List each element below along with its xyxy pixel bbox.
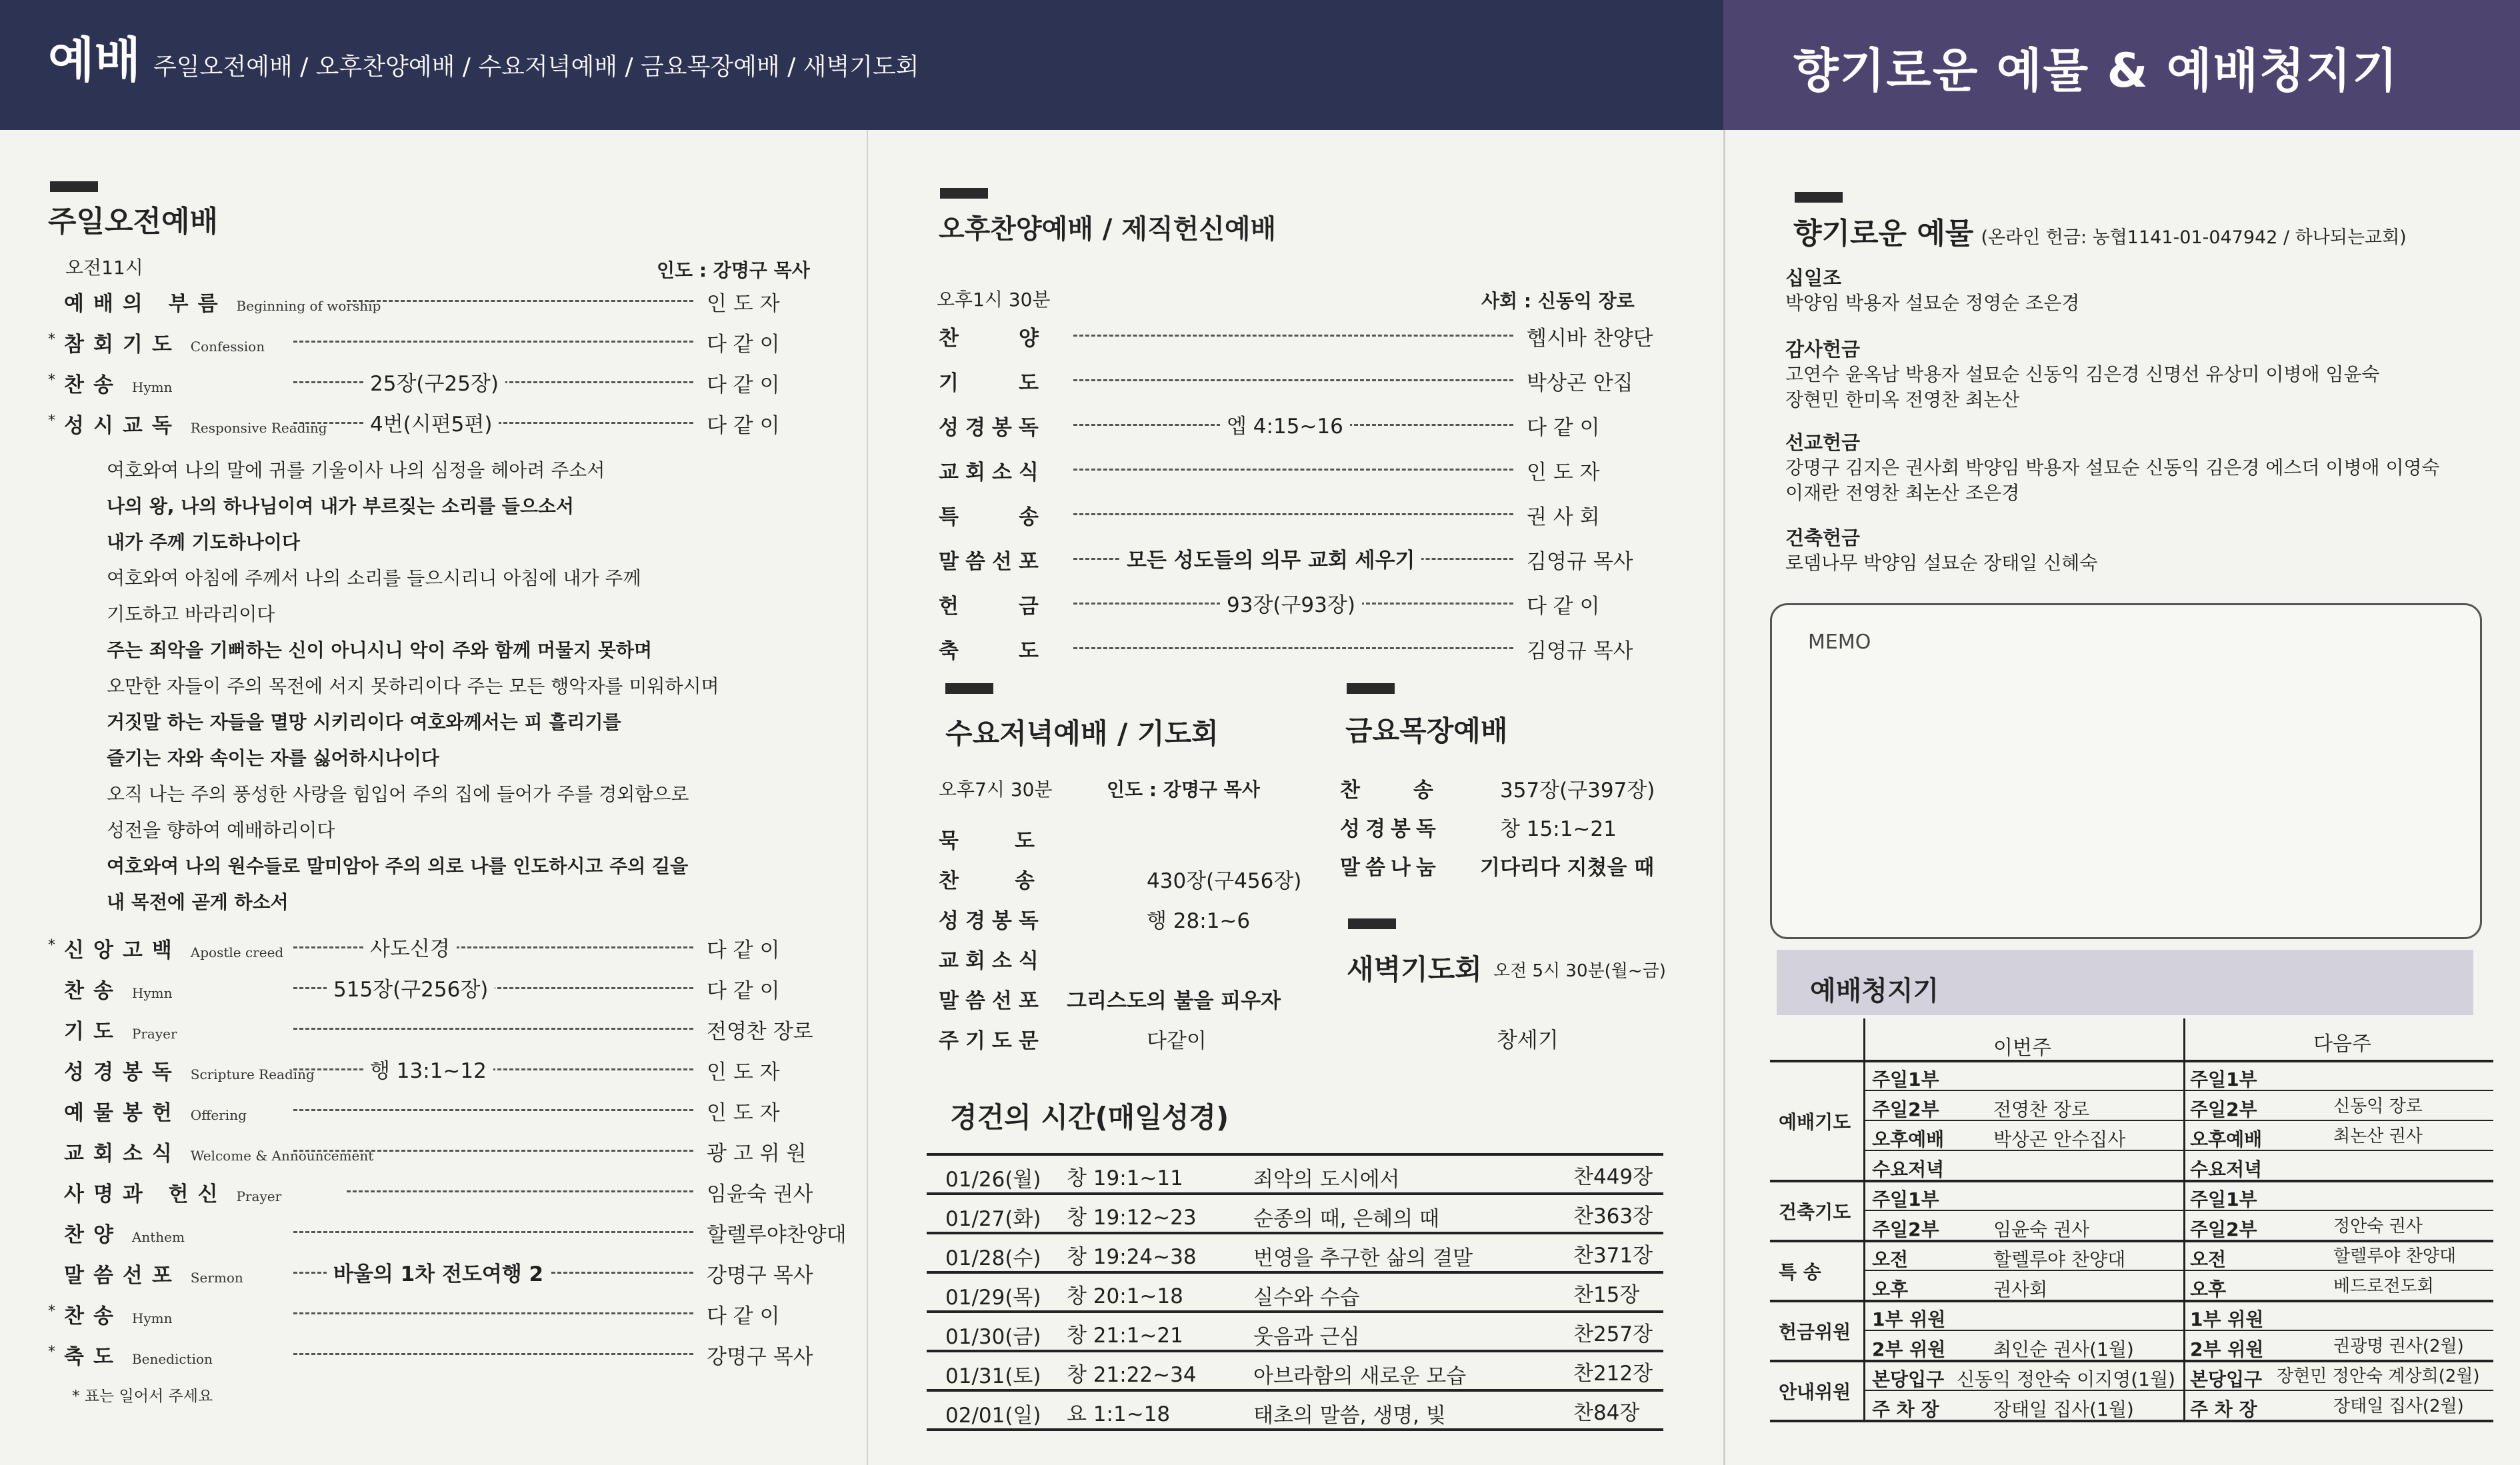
row-divider <box>1863 1330 2493 1331</box>
row-divider <box>1863 1120 2493 1121</box>
psalm-line: 기도하고 바라리이다 <box>107 603 275 625</box>
header-right-title: 향기로운 예물 & 예배청지기 <box>1793 43 2399 98</box>
offering-names: 강명구 김지은 권사회 박양임 박용자 설묘순 신동익 김은경 에스더 이병애 이영숙 <box>1785 457 2440 479</box>
steward-next-week: 베드로전도회 <box>2333 1276 2434 1296</box>
psalm-line: 여호와여 나의 원수들로 말미암아 주의 의로 나를 인도하시고 주의 길을 <box>107 855 689 877</box>
steward-next-week: 할렐루야 찬양대 <box>2333 1246 2457 1266</box>
steward-slot: 오전 <box>1872 1248 1909 1270</box>
order-item-detail: 사도신경 <box>363 932 457 962</box>
group-divider <box>1770 1180 2493 1182</box>
sunday-leader: 인도 : 강명구 목사 <box>657 259 810 281</box>
devotion-theme: 아브라함의 새로운 모습 <box>1253 1364 1467 1388</box>
steward-slot: 주 차 장 <box>1872 1398 1939 1420</box>
order-label <box>64 368 173 398</box>
devotion-theme: 웃음과 근심 <box>1253 1325 1360 1349</box>
devotion-hymn: 찬371장 <box>1573 1244 1653 1268</box>
order-item-person: 할렐루야찬양대 <box>707 1218 847 1248</box>
steward-this-week: 권사회 <box>1993 1278 2048 1300</box>
devotion-reference: 창 21:22~34 <box>1067 1363 1197 1387</box>
offering-title: 향기로운 예물 <box>1793 217 1974 251</box>
psalm-line: 내 목전에 곧게 하소서 <box>107 891 289 913</box>
steward-this-week: 신동익 정안숙 이지영(1월) <box>1957 1368 2175 1390</box>
offering-group-name: 감사헌금 <box>1785 338 1861 361</box>
devotion-date: 02/01(일) <box>945 1404 1041 1428</box>
leader-dots <box>1073 469 1513 471</box>
order-label: 성경봉독 <box>939 416 1045 440</box>
dawn-time: 오전 5시 30분(월~금) <box>1493 961 1666 981</box>
psalm-line: 오만한 자들이 주의 목전에 서지 못하리이다 주는 모든 행악자를 미워하시며 <box>107 675 719 697</box>
order-item-person: 다 같 이 <box>707 368 780 398</box>
devotion-date: 01/26(월) <box>945 1168 1041 1192</box>
steward-slot-next: 주일2부 <box>2190 1098 2257 1120</box>
steward-slot: 오후예배 <box>1872 1128 1945 1150</box>
steward-this-week: 박상곤 안수집사 <box>1993 1128 2126 1150</box>
order-item-detail: 엡 4:15~16 <box>1220 409 1350 439</box>
order-item-person: 임윤숙 권사 <box>707 1177 813 1207</box>
row-divider <box>927 1350 1663 1352</box>
steward-this-week: 할렐루야 찬양대 <box>1993 1248 2126 1270</box>
row-divider <box>927 1389 1663 1392</box>
devotion-date: 01/29(목) <box>945 1286 1041 1310</box>
order-label-en: Anthem <box>131 1229 185 1245</box>
leader-dots <box>347 1190 693 1192</box>
group-divider <box>1770 1360 2493 1362</box>
offering-group-name: 건축헌금 <box>1785 527 1861 549</box>
offering-names: 고연수 윤옥남 박용자 설묘순 신동익 김은경 신명선 유상미 이병애 임윤숙 <box>1785 363 2380 385</box>
order-label <box>64 974 173 1004</box>
devotion-theme: 번영을 추구한 삶의 결말 <box>1253 1246 1473 1270</box>
order-label-text: 성시교독 <box>64 414 181 438</box>
order-label: 성경봉독 <box>1340 817 1441 841</box>
order-label-en: Benediction <box>131 1351 213 1367</box>
order-label: 말씀선포 <box>939 550 1045 574</box>
order-item-detail: 바울의 1차 전도여행 2 <box>327 1257 550 1287</box>
order-label-en: Prayer <box>131 1026 177 1042</box>
steward-slot: 수요저녁 <box>1872 1158 1945 1180</box>
order-item-person: 인 도 자 <box>707 1096 780 1126</box>
steward-slot: 오후 <box>1872 1278 1909 1300</box>
devotion-theme: 순종의 때, 은혜의 때 <box>1253 1207 1439 1231</box>
order-label <box>64 1299 173 1329</box>
row-divider <box>1863 1390 2493 1391</box>
psalm-line: 여호와여 아침에 주께서 나의 소리를 들으시리니 아침에 내가 주께 <box>107 567 641 589</box>
memo-label: MEMO <box>1808 631 1871 654</box>
leader-dots <box>1073 335 1513 337</box>
leader-dots <box>293 946 693 948</box>
order-item-detail: 515장(구256장) <box>327 972 495 1002</box>
order-label-text: 예배의 부름 <box>64 292 227 316</box>
order-label-text: 찬양 <box>64 1223 123 1247</box>
offering-heading <box>1793 209 2407 252</box>
stewards-next-week-header: 다음주 <box>2313 1032 2371 1056</box>
steward-slot: 본당입구 <box>1872 1368 1945 1390</box>
section-marker <box>940 188 988 199</box>
order-label <box>64 1258 243 1288</box>
steward-category: 안내위원 <box>1779 1381 1851 1403</box>
order-label-text: 성경봉독 <box>64 1060 181 1084</box>
sunday-title: 주일오전예배 <box>48 205 219 239</box>
devotion-reference: 창 19:1~11 <box>1067 1166 1183 1190</box>
afternoon-host: 사회 : 신동익 장로 <box>1481 290 1635 312</box>
group-divider <box>1770 1060 2493 1062</box>
order-label-text: 찬송 <box>64 979 123 1003</box>
psalm-line: 즐기는 자와 속이는 자를 싫어하시나이다 <box>107 747 439 769</box>
row-divider <box>927 1153 1663 1156</box>
devotion-hymn: 찬449장 <box>1573 1165 1653 1189</box>
stewards-title: 예배청지기 <box>1810 976 1939 1006</box>
group-divider <box>1770 1300 2493 1302</box>
devotion-reference: 창 19:12~23 <box>1067 1206 1197 1230</box>
steward-category: 헌금위원 <box>1779 1321 1851 1343</box>
steward-category: 건축기도 <box>1779 1201 1851 1223</box>
steward-slot-next: 오후예배 <box>2190 1128 2263 1150</box>
order-label-en: Hymn <box>131 1310 173 1326</box>
order-item-detail: 357장(구397장) <box>1500 778 1655 802</box>
order-item-person: 헵시바 찬양단 <box>1527 321 1653 351</box>
order-item-person: 김영규 목사 <box>1527 545 1633 575</box>
order-item-person: 다 같 이 <box>1527 589 1600 619</box>
order-item-person: 박상곤 안집 <box>1527 366 1633 396</box>
row-divider <box>1770 1420 2493 1422</box>
order-label-en: Hymn <box>131 985 173 1001</box>
devotion-reference: 창 19:24~38 <box>1067 1245 1197 1269</box>
order-label: 헌금 <box>939 595 1099 619</box>
order-label-text: 예물봉헌 <box>64 1101 181 1125</box>
dawn-title: 새벽기도회 <box>1347 953 1482 986</box>
steward-slot: 2부 위원 <box>1872 1338 1946 1360</box>
steward-next-week: 정안숙 권사 <box>2333 1216 2423 1236</box>
psalm-line: 내가 주께 기도하나이다 <box>107 531 300 553</box>
order-item-person: 인 도 자 <box>707 1055 780 1085</box>
steward-next-week: 최논산 권사 <box>2333 1126 2423 1146</box>
order-label-text: 말씀선포 <box>64 1264 181 1288</box>
leader-dots <box>293 1231 693 1233</box>
devotion-hymn: 찬363장 <box>1573 1204 1653 1228</box>
order-item-detail: 행 28:1~6 <box>1147 909 1251 933</box>
memo-box[interactable] <box>1770 603 2482 939</box>
leader-dots <box>293 1353 693 1355</box>
order-label: 묵도 <box>939 829 1091 853</box>
order-label-en: Sermon <box>190 1270 243 1286</box>
offering-account: (온라인 헌금: 농협1141-01-047942 / 하나되는교회) <box>1981 227 2407 248</box>
devotion-date: 01/30(금) <box>945 1325 1041 1349</box>
order-label <box>64 1014 177 1044</box>
standing-mark: * <box>48 413 55 429</box>
order-item-person: 다 같 이 <box>707 1299 780 1329</box>
leader-dots <box>347 300 693 302</box>
offering-names: 로뎀나무 박양임 설묘순 장태일 신혜숙 <box>1785 552 2098 574</box>
standing-mark: * <box>48 331 55 348</box>
row-divider <box>1863 1270 2493 1271</box>
order-label <box>64 1177 281 1207</box>
devotion-theme: 실수와 수습 <box>1253 1286 1360 1310</box>
psalm-line: 오직 나는 주의 풍성한 사랑을 힘입어 주의 집에 들어가 주를 경외함으로 <box>107 783 689 805</box>
row-divider <box>927 1192 1663 1195</box>
section-marker <box>1347 683 1395 694</box>
afternoon-time: 오후1시 30분 <box>937 289 1051 311</box>
steward-slot-next: 주일1부 <box>2190 1188 2257 1210</box>
order-label-text: 기도 <box>64 1020 123 1044</box>
steward-slot: 주일1부 <box>1872 1068 1939 1090</box>
order-label: 성경봉독 <box>939 909 1045 933</box>
order-label <box>64 327 265 357</box>
standing-mark: * <box>48 1303 55 1320</box>
steward-this-week: 전영찬 장로 <box>1993 1098 2090 1120</box>
devotion-reference: 창 21:1~21 <box>1067 1324 1183 1348</box>
order-label-en: Offering <box>190 1107 247 1123</box>
order-label: 특송 <box>939 505 1099 529</box>
devotion-hymn: 찬257장 <box>1573 1322 1653 1346</box>
order-item-person: 광 고 위 원 <box>707 1136 806 1166</box>
psalm-line: 성전을 향하여 예배하리이다 <box>107 819 335 841</box>
order-label <box>64 1096 247 1126</box>
order-label-en: Responsive Reading <box>190 420 327 436</box>
order-label-en: Confession <box>190 339 265 355</box>
order-label-text: 찬송 <box>64 1304 123 1328</box>
steward-next-week: 장태일 집사(2월) <box>2333 1396 2464 1416</box>
order-label: 교회소식 <box>939 461 1045 485</box>
order-label: 주기도문 <box>939 1029 1045 1053</box>
row-divider <box>1863 1210 2493 1211</box>
offering-group-name: 십일조 <box>1785 267 1842 289</box>
header-subtitle: 주일오전예배 / 오후찬양예배 / 수요저녁예배 / 금요목장예배 / 새벽기도회 <box>153 53 919 81</box>
devotion-hymn: 찬212장 <box>1573 1362 1653 1386</box>
order-label-en: Beginning of worship <box>236 298 381 314</box>
devotion-reference: 요 1:1~18 <box>1067 1402 1171 1426</box>
row-divider <box>927 1232 1663 1234</box>
steward-slot-next: 주 차 장 <box>2190 1398 2257 1420</box>
order-label-text: 신앙고백 <box>64 938 181 962</box>
row-divider <box>927 1428 1663 1431</box>
column-divider <box>1863 1018 1865 1420</box>
offering-names: 이재란 전영찬 최논산 조은경 <box>1785 482 2020 504</box>
order-item-detail: 그리스도의 불을 피우자 <box>1067 989 1281 1013</box>
order-item-detail: 4번(시편5편) <box>363 407 499 437</box>
order-item-person: 권 사 회 <box>1527 500 1600 530</box>
order-label <box>64 1218 185 1248</box>
leader-dots <box>293 1028 693 1030</box>
afternoon-title: 오후찬양예배 / 제직헌신예배 <box>939 214 1277 245</box>
offering-names: 박양임 박용자 설묘순 정영순 조은경 <box>1785 292 2080 314</box>
steward-slot-next: 수요저녁 <box>2190 1158 2263 1180</box>
row-divider <box>927 1271 1663 1274</box>
leader-dots <box>1073 647 1513 649</box>
steward-slot-next: 2부 위원 <box>2190 1338 2264 1360</box>
order-label-text: 축도 <box>64 1345 123 1369</box>
psalm-line: 나의 왕, 나의 하나님이여 내가 부르짖는 소리를 들으소서 <box>107 495 574 517</box>
offering-group-name: 선교헌금 <box>1785 431 1861 454</box>
leader-dots <box>1073 379 1513 381</box>
steward-slot: 주일1부 <box>1872 1188 1939 1210</box>
leader-dots <box>293 1312 693 1314</box>
order-label <box>64 1055 315 1085</box>
order-item-detail: 행 13:1~12 <box>363 1054 493 1084</box>
order-label-en: Welcome & Announcement <box>190 1148 374 1164</box>
steward-slot-next: 주일1부 <box>2190 1068 2257 1090</box>
devotion-date: 01/27(화) <box>945 1207 1041 1231</box>
order-label: 말씀선포 <box>939 989 1045 1013</box>
steward-slot: 주일2부 <box>1872 1218 1939 1240</box>
fold-line <box>1723 130 1725 1465</box>
wednesday-title: 수요저녁예배 / 기도회 <box>945 717 1219 750</box>
leader-dots <box>293 1109 693 1111</box>
order-item-detail: 창 15:1~21 <box>1500 817 1617 841</box>
order-item-detail: 다같이 <box>1147 1029 1207 1053</box>
group-divider <box>1770 1240 2493 1242</box>
order-item-person: 강명구 목사 <box>707 1340 813 1370</box>
order-label: 교회소식 <box>939 949 1045 973</box>
steward-slot-next: 주일2부 <box>2190 1218 2257 1240</box>
psalm-line: 여호와여 나의 말에 귀를 기울이사 나의 심정을 헤아려 주소서 <box>107 459 605 481</box>
order-label-text: 찬송 <box>64 373 123 397</box>
devotion-hymn: 찬84장 <box>1573 1401 1640 1425</box>
row-divider <box>1863 1090 2493 1091</box>
order-item-person: 다 같 이 <box>707 409 780 439</box>
steward-category: 예배기도 <box>1779 1111 1851 1133</box>
order-label: 기도 <box>939 371 1099 395</box>
order-item-person: 전영찬 장로 <box>707 1014 813 1044</box>
row-divider <box>1863 1150 2493 1151</box>
order-item-person: 다 같 이 <box>707 974 780 1004</box>
devotion-date: 01/28(수) <box>945 1246 1041 1270</box>
order-item-detail: 모든 성도들의 의무 교회 세우기 <box>1120 543 1421 573</box>
steward-this-week: 장태일 집사(1월) <box>1993 1398 2134 1420</box>
section-marker <box>1348 918 1396 929</box>
order-label <box>64 409 327 439</box>
order-item-person: 다 같 이 <box>707 327 780 357</box>
steward-slot-next: 오전 <box>2190 1248 2227 1270</box>
leader-dots <box>1073 513 1513 515</box>
stewards-this-week-header: 이번주 <box>1993 1036 2051 1060</box>
leader-dots <box>293 1068 693 1070</box>
devotion-theme: 죄악의 도시에서 <box>1253 1168 1400 1192</box>
order-label-en: Prayer <box>236 1188 282 1204</box>
steward-next-week: 신동익 장로 <box>2333 1096 2423 1116</box>
devotion-theme: 태초의 말씀, 생명, 빛 <box>1253 1404 1446 1428</box>
sunday-time: 오전11시 <box>65 257 143 279</box>
order-item-person: 강명구 목사 <box>707 1258 813 1288</box>
order-label: 찬송 <box>1340 778 1487 802</box>
header-title: 예배 <box>48 32 141 88</box>
order-label: 찬송 <box>939 869 1091 893</box>
order-label-text: 참회기도 <box>64 333 181 357</box>
order-label-text: 교회소식 <box>64 1142 181 1166</box>
steward-slot: 1부 위원 <box>1872 1308 1946 1330</box>
order-label <box>64 933 283 963</box>
order-label <box>64 287 381 317</box>
row-divider <box>927 1310 1663 1313</box>
stewards-title-bar <box>1777 950 2473 1015</box>
order-label: 찬양 <box>939 327 1099 351</box>
order-item-person: 다 같 이 <box>1527 411 1600 441</box>
devotion-hymn: 찬15장 <box>1573 1283 1640 1307</box>
psalm-line: 주는 죄악을 기뻐하는 신이 아니시니 악이 주와 함께 머물지 못하며 <box>107 639 653 661</box>
steward-slot-next: 1부 위원 <box>2190 1308 2264 1330</box>
order-item-person: 다 같 이 <box>707 933 780 963</box>
fold-line <box>867 130 868 1465</box>
section-marker <box>945 683 993 694</box>
order-label: 말씀나눔 <box>1340 856 1441 880</box>
order-label-en: Apostle creed <box>190 944 284 960</box>
order-item-person: 인 도 자 <box>1527 455 1600 485</box>
order-label-en: Scripture Reading <box>190 1066 315 1082</box>
devotion-reference: 창 20:1~18 <box>1067 1284 1183 1308</box>
wednesday-time: 오후7시 30분 <box>939 778 1053 800</box>
leader-dots <box>293 1150 693 1152</box>
dawn-book: 창세기 <box>1497 1027 1559 1052</box>
order-label: 축도 <box>939 639 1099 663</box>
order-item-detail: 25장(구25장) <box>363 367 505 397</box>
steward-next-week: 장현민 정안숙 계상희(2월) <box>2277 1366 2480 1386</box>
devotion-title: 경건의 시간(매일성경) <box>950 1101 1229 1134</box>
steward-slot: 주일2부 <box>1872 1098 1939 1120</box>
offering-names: 장현민 한미옥 전영찬 최논산 <box>1785 389 2020 411</box>
section-marker <box>50 181 98 192</box>
friday-title: 금요목장예배 <box>1345 715 1508 747</box>
standing-mark: * <box>48 937 55 954</box>
devotion-date: 01/31(토) <box>945 1364 1041 1388</box>
standing-mark: * <box>48 372 55 389</box>
leader-dots <box>293 341 693 343</box>
section-marker <box>1795 192 1843 203</box>
order-label-text: 사명과 헌신 <box>64 1182 227 1206</box>
order-item-detail: 93장(구93장) <box>1220 588 1362 618</box>
steward-next-week: 권광명 권사(2월) <box>2333 1336 2464 1356</box>
order-item-person: 인 도 자 <box>707 287 780 317</box>
steward-slot-next: 본당입구 <box>2190 1368 2263 1390</box>
standing-note: * 표는 일어서 주세요 <box>72 1388 213 1405</box>
order-label <box>64 1340 213 1370</box>
psalm-line: 거짓말 하는 자들을 멸망 시키리이다 여호와께서는 피 흘리기를 <box>107 711 621 733</box>
steward-this-week: 임윤숙 권사 <box>1993 1218 2090 1240</box>
order-item-detail: 430장(구456장) <box>1147 869 1302 893</box>
column-divider <box>2183 1018 2185 1420</box>
wednesday-leader: 인도 : 강명구 목사 <box>1107 778 1260 800</box>
steward-this-week: 최인순 권사(1월) <box>1993 1338 2134 1360</box>
order-label-en: Hymn <box>131 379 173 395</box>
steward-slot-next: 오후 <box>2190 1278 2227 1300</box>
order-item-person: 김영규 목사 <box>1527 634 1633 664</box>
order-item-detail: 기다리다 지쳤을 때 <box>1480 856 1655 880</box>
standing-mark: * <box>48 1344 55 1360</box>
steward-category: 특 송 <box>1779 1261 1821 1283</box>
